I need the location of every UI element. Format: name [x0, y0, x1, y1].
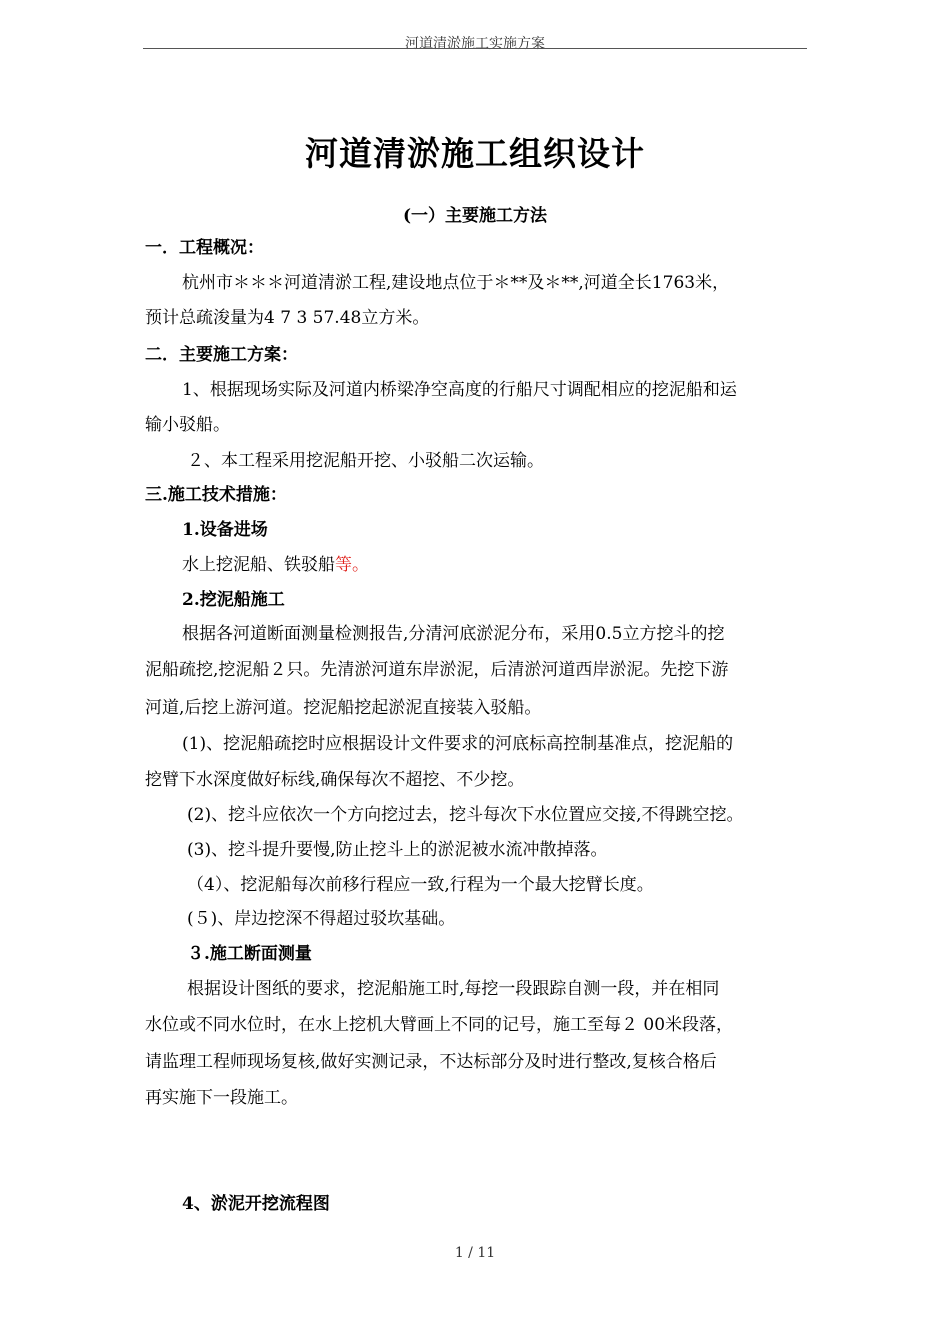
paragraph-line: 杭州市＊＊＊河道清淤工程,建设地点位于＊**及＊**,河道全长1763米，	[182, 273, 730, 293]
list-item-continued: 挖臂下水深度做好标线,确保每次不超挖、不少挖。	[145, 770, 525, 790]
paragraph-line: ２、本工程采用挖泥船开挖、小驳船二次运输。	[187, 451, 544, 471]
paragraph-line: 输小驳船。	[145, 415, 230, 435]
section-subtitle: (一）主要施工方法	[402, 206, 548, 226]
list-item: (2)、挖斗应依次一个方向挖过去，挖斗每次下水位置应交接,不得跳空挖。	[187, 805, 744, 825]
page-header: 河道清淤施工实施方案	[405, 36, 545, 52]
section-heading-plan: 二．主要施工方案：	[145, 345, 298, 365]
page-number: 1 / 11	[454, 1245, 496, 1261]
section-heading-technical: 三.施工技术措施：	[145, 485, 287, 505]
list-item: (５)、岸边挖深不得超过驳坎基础。	[187, 909, 456, 929]
header-divider	[143, 48, 807, 49]
paragraph-line: 再实施下一段施工。	[145, 1088, 298, 1108]
paragraph-line: 预计总疏浚量为4 7 3 57.48立方米。	[145, 308, 430, 328]
subsection-heading-equipment: 1.设备进场	[182, 520, 268, 540]
subsection-heading-survey: ３.施工断面测量	[187, 944, 312, 964]
paragraph-line: 根据各河道断面测量检测报告,分清河底淤泥分布，采用0.5立方挖斗的挖	[182, 624, 725, 644]
paragraph-line: 泥船疏挖,挖泥船２只。先清淤河道东岸淤泥，后清淤河道西岸淤泥。先挖下游	[145, 660, 729, 680]
list-item: （4）、挖泥船每次前移行程应一致,行程为一个最大挖臂长度。	[187, 875, 654, 895]
equipment-text-highlight: 等。	[335, 555, 369, 575]
paragraph-line	[182, 553, 369, 577]
equipment-text: 水上挖泥船、铁驳船	[182, 555, 335, 575]
document-title: 河道清淤施工组织设计	[305, 134, 645, 173]
section-heading-overview: 一．工程概况：	[145, 238, 264, 258]
paragraph-line: 根据设计图纸的要求，挖泥船施工时,每挖一段跟踪自测一段，并在相同	[187, 979, 720, 999]
subsection-heading-dredger: 2.挖泥船施工	[182, 590, 285, 610]
list-item: (3)、挖斗提升要慢,防止挖斗上的淤泥被水流冲散掉落。	[187, 840, 608, 860]
paragraph-line: 河道,后挖上游河道。挖泥船挖起淤泥直接装入驳船。	[145, 698, 542, 718]
subsection-heading-flowchart: 4、淤泥开挖流程图	[182, 1194, 330, 1214]
list-item: (1)、挖泥船疏挖时应根据设计文件要求的河底标高控制基准点，挖泥船的	[182, 734, 734, 754]
paragraph-line: 请监理工程师现场复核,做好实测记录，不达标部分及时进行整改,复核合格后	[145, 1052, 717, 1072]
paragraph-line: 1、根据现场实际及河道内桥梁净空高度的行船尺寸调配相应的挖泥船和运	[182, 380, 737, 400]
paragraph-line: 水位或不同水位时，在水上挖机大臂画上不同的记号，施工至每２ 00米段落，	[145, 1015, 734, 1035]
